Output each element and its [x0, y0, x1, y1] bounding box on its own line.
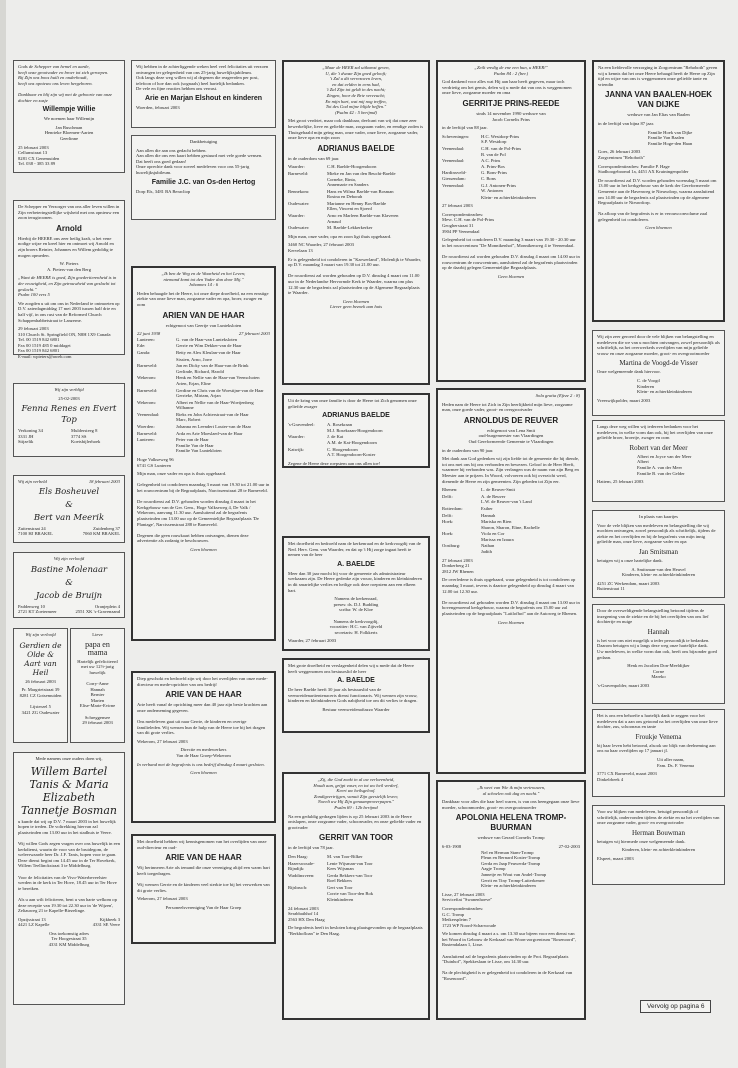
family-place: Barneveld: — [137, 387, 158, 393]
ad-text: Gods de Schepper van hemel en aarde, heeft onze grootvader en broer tot zich geroepen. Bij Zijn ons boos huilt en onderhoudt, heeft ons opnieuw ons leven hergeboren. Dankbaar en blij zijn wij met de geboorte van onze dochter en zusje — [18, 64, 113, 103]
ad-body: Diep geschokt en bedroefd zijn wij door het overlijden van onze mede-directeur en mede-oprichter van ons bedrijf — [137, 676, 268, 687]
obituary-gerritje-prins-reede — [436, 60, 586, 382]
address-right: Zuidenberg 37 7060 KM BRAKEL — [82, 525, 120, 537]
ad-body: We komen dinsdag 4 maart a.s. om 13.30 uur bijeen voor een dienst van het Woord in Gebouw de Kerkzaal van Woon-zorgcentrum "Rosenoord", Rustendalaan 1, Lisse. Aansluitend zal de begrafenis plaatsvinden op de Prot. Begraafplaats "Duinhof", Spekkeslaan te Lisse, om 14.30 uur. Na de plechtigheid is er gelegenheid tot condoleren in de Kerkzaal van "Rosenoord". — [442, 931, 577, 982]
ad-body: Na een geduldig gedragen lijden is op 25 februari 2003 in de Heere ontslapen, onze zorgzame vader, schoonvader, en onze geliefde vader en grootvader — [288, 813, 422, 830]
ad-footer: Vreeswijkpolder, maart 2003 — [597, 397, 651, 403]
family-member: Marianne en Henny Bos-Baelde Ellen, Vincent en Sjoerd — [327, 200, 387, 212]
family-place: Veenendaal: — [137, 411, 160, 417]
signature: Namens de kerkenraad, preses: ds. D.J. Budding scriba: W. de Kloe Namens de kerkvoogdij, voorzitter: H.C. van Zijtveld secretaris: H. Folkkerts — [329, 596, 383, 635]
family-member: Nathan Jadith — [481, 543, 495, 555]
family-member: A.C. Prins A. Prins-Bos — [481, 158, 505, 169]
family-member: G. Bons-Prins C. Bons — [481, 170, 508, 181]
family-list — [442, 134, 580, 202]
ad-subtitle: Onze welgemeende dank hiervoor. — [597, 369, 661, 375]
ad-body: God dankend voor alles wat Hij aan haar heeft gegeven, maar toch verdrietig om het gemis, delen wij u mede dat van ons is weggenomen onze lieve, zorgzame moeder en oma — [442, 79, 572, 96]
ad-footer: Geen bloemen Liever geen bezoek aan huis — [329, 298, 383, 310]
family-member: Lenie Wijsman-van Toor Kees Wijsman — [327, 860, 373, 872]
ad-footer: Zegene de Heere deze roepstem aan ons allen toe! — [288, 460, 381, 466]
ad-date: 25-02-2003 — [58, 395, 80, 401]
obituary-apolonia-tromp-buurman — [436, 780, 586, 1020]
family-names: A. Smitsman-van den Heuvel Kinderen, klein- en achterkleinkinderen — [621, 566, 696, 578]
ad-footer: Geen bloemen — [190, 770, 217, 776]
bible-quote: „Zeilt vredig de ene een hun, u HEER!" Psalm 84 : 2 (ber.) — [474, 65, 548, 76]
family-list — [137, 337, 270, 455]
family-member: A. Rosekraan M.J. Rosekraan-Hoogendoorn — [327, 422, 383, 433]
family-place: Wekerom: — [137, 375, 157, 381]
partner-name: Jacob de Bruijn — [35, 590, 103, 601]
thanks-hannah — [592, 604, 725, 704]
ad-body: Met droefheid en bedroefd nam de kerkenraad en de kerkvoogdij van de Ned. Herv. Gem. van Waarder, en dat op 't Hij zorge ingaat heeft te nemen van de heer — [288, 541, 421, 558]
address: Hoge Valkseweg 96 6741 GS Lunteren — [137, 457, 174, 468]
continued-on-page-link[interactable]: Vervolg op pagina 6 — [640, 1000, 711, 1013]
family-place: Waarder: — [288, 213, 305, 219]
family-names: Uit aller naam, Fam. Ds. F. Venema — [657, 756, 695, 768]
bible-quote: „Want de HEERE is goed, Zijn goedertierenheid is in der eeuwigheid, en Zijn getrouwheid van geslacht tot geslacht." Psalm 100 vers 5 — [18, 275, 117, 298]
partner-name: Bert van Meerik — [33, 512, 105, 523]
family-place: Veenendaal: — [442, 145, 465, 151]
deceased-name: ARIEN VAN DE HAAR — [162, 310, 245, 320]
ad-footer: 3771 CX Barneveld, maart 2003 Dinkelrbeek 4 — [597, 771, 657, 782]
place-date: Wekerom, 27 februari 2003 — [137, 738, 188, 744]
family-place: Ede: — [137, 343, 146, 349]
deceased-name: A. BAELDE — [337, 677, 375, 685]
family-member: Gerda Bekkers-van Toor Roel Bekkers — [327, 872, 373, 884]
ad-body: Mijn man, onze vader en opa is thuis opgebaard. Gelegenheid tot condoleren maandag 3 maart van 19.30 tot 21.00 uur in het rouwcentrum bij de Begraafplaats, Narcissenstraat 28 te Barneveld. De rouwdienst zal D.V. gehouden worden dinsdag 4 maart in het Kerkgebouw van de Ger. Gem., Hoge Valkseweg 4, De Valk / Wekerom, aanvang 11.30 uur. Aansluitend zal de begrafenis plaatsvinden om 13.00 uur op de Gemeentelijke Begraafplaats 'De Plantage', Narcissenstraat 288 te Barneveld. Degenen die geen rouwkaart hebben ontvangen, dienen deze advertentie als zodanig te beschouwen. — [137, 471, 270, 544]
family-member: Henk en Nellie van de Haar-van Veenschoten Arien, Erjan, Eline — [176, 375, 260, 386]
ad-body: Door de overweldigende belangstelling betoond tijdens de inzegening van de ziekte en de bij het overlijden van ons lief dochtertje en nuige — [597, 608, 709, 625]
family-names: Albert en Joyce van der Meer Albert Familie A. van der Meer Familie B. van der Gelder — [637, 453, 692, 476]
family-place — [137, 357, 173, 363]
family-place — [442, 850, 478, 889]
family-place: Hazerswoude-Rijndijk: — [288, 860, 315, 872]
ad-body: Dankbaar voor alles die haar heel waren, is van ons heengegaan onze lieve moeder, schoonmoeder, groot- en overgrootmoeder — [442, 799, 580, 810]
family-member: Mieke en Jan van den Beucht-Baelde Corneke, Rinta, Annemarie en Sanders — [327, 170, 396, 188]
ad-footer: Dorp Els, 3481 BA Beracliop — [136, 188, 191, 194]
family-place: Barneveld: — [137, 430, 158, 436]
address: Goes, 26 februari 2003 Zorgcentrum "Rehoboth" — [598, 149, 645, 160]
family-list — [442, 850, 580, 890]
family-member: Esther — [481, 505, 493, 511]
family-place: Lunteren: — [137, 336, 155, 342]
ad-footer: 's-Gravenpolder, maart 2003 — [597, 682, 650, 688]
address: 3460 NC Waarder, 27 februari 2003 Kervelaan 13 — [288, 242, 354, 254]
church-obituary-baelde — [282, 536, 430, 651]
ad-date: 18 februari 2003 — [88, 479, 120, 484]
family-place: Rotterdam: — [442, 505, 463, 511]
family-member: Klein- en achterkleinkinderen — [481, 194, 536, 200]
family-place: Waddinxveen: — [288, 872, 315, 878]
association-obituary-van-de-haar — [131, 834, 276, 944]
ad-body: Met dank aan God gedenken wij zijn liefde tot de gemeente die hij diende, tot ons met ons bij ons verbonden en bewezen. Geloof in de Heer Heeft, waarmee hij verbonden was. Zijn verlangen was de naam van zijn Berg en Meester aan te prijzen. In Woord, volvoeren ook bij overzicht werd, dienende de Heere en zijn gemeenten. Zijn gebeden tot Zijn eer. — [442, 456, 580, 484]
birth-date: 6-03-1908 — [442, 843, 462, 849]
ad-body: Het is ons een behoefte u hartelijk dank te zeggen voor het medeleven dat u aan ons getoond na het overlijden van onze lieve dochter, zus, schoonzus en tante — [597, 713, 718, 730]
ad-footer: Bestuur veenweidenaftazzo Waarder — [322, 706, 390, 712]
thanks-bouwman — [592, 805, 725, 885]
obituary-janna-van-baalen — [592, 60, 725, 322]
birth-announcement-willempje — [13, 60, 125, 173]
ad-footer: 25 februari 2003 Cellumstraat 13 8281 CX Genemuiden Tel. 038 - 385 33 89 — [18, 144, 60, 167]
ad-subtitle: echtgenoot van Lena Smit oud-burgemeester van Vlaardingen Oud Gereformeerde Gemeente te Vlaardingen — [468, 427, 554, 444]
ad-date: 26 februari 2003 — [25, 678, 56, 684]
family-place: Delft: — [442, 512, 453, 518]
ad-body: De overledene is thuis opgebaard, waar gelegenheid is tot condoleren op maandag 3 maart, tevens is daartoe gelegenheid op dinsdag 4 maart van 12.00 tot 12.30 uur. De rouwdienst zal gehouden worden D.V. dinsdag 4 maart om 13.00 uur in bovengenoemd kerkgebouw, waarna de begrafenis om 15.00 uur zal plaatsvinden op de begraafplaats "Laitlofhof" aan de Autoweg te Rhenen. — [442, 577, 580, 616]
family-place: Oudewater: — [288, 225, 310, 231]
ad-footer: Woerden, februari 2003 — [136, 104, 180, 110]
deceased-name: Robert van der Meer — [629, 443, 688, 452]
address: 27 februari 2003 Donkerberg 21 2812 JW Rhenen — [442, 557, 474, 574]
place-date: Wekerom, 27 februari 2003 — [137, 896, 188, 902]
thanks-de-voogd — [592, 330, 725, 416]
family-place: Woerden: — [137, 424, 155, 430]
ad-intro: Mede namens onze ouders doen wij, — [35, 756, 103, 761]
engagement-fenna-evert — [13, 383, 125, 457]
ad-footer: Geen bloemen — [497, 273, 525, 279]
family-member: M. Baelde-Lekkerkerker — [327, 225, 373, 231]
obituary-gerrit-van-toor — [282, 772, 430, 1020]
family-member: Albert en Nellie van de Haar-Woeijenberg Wilhanne — [176, 399, 254, 411]
ad-subtitle: betuigen wij hiermede onze welgemeende dank. — [597, 838, 686, 844]
board-obituary-baelde — [282, 658, 430, 733]
bible-quote: „Ik ben de Weg en de Waarheid en het Leven; niemand komt tot den Vader dan door Mij." Johannes 14 : 6 — [161, 271, 246, 288]
family-member: Arno en Marleen Baelde-van Klaveren Arnaud — [327, 213, 399, 224]
family-member: Arda en Arie Moeslaed-van de Haar — [176, 430, 243, 436]
family-place: Oudewater: — [288, 200, 310, 206]
ad-body: Arie heeft vanaf de oprichting meer dan 40 jaar zijn beste krachten aan onze onderneming gegeven. Ons medeleven gaat uit naar Gerrie, de kinderen en overige familieleden. Wij wensen hun de hulp van de Heere toe bij het dragen van dit grote verlies. — [137, 702, 268, 736]
family-name: Familie J.C. van Os-den Hertog — [151, 178, 256, 186]
family-name: Arie en Marjan Elshout en kinderen — [144, 94, 263, 102]
family-member: H.C. Westdorp-Prins S.P. Westdorp — [481, 133, 520, 145]
ad-intro: Wij zijn verloofd — [25, 632, 56, 637]
family-member: Hans en Wilma Baelde-van Bosman Rosina en Deborah — [327, 188, 394, 200]
address-left: Opzijsstraat 13 4421 LZ Kapelle — [18, 916, 50, 928]
ad-intro: Heden behaagde het de Heere, tot onze diepe droefheid, na een ernstige ziekte van onze lieve man, zorgzame vader en opa, broer, zwager en oom — [137, 290, 269, 307]
partner-name: Bastine Molenaar — [30, 564, 108, 575]
ad-intro: Lieve — [92, 632, 103, 637]
thanks-van-der-meer — [592, 420, 725, 502]
ad-subtitle: in de leeftijd van 88 jaar. — [442, 125, 488, 131]
ampersand: & — [65, 499, 73, 510]
couple-names: Fenna Renes en Evert Top — [21, 404, 117, 426]
family-place: Ganda: — [137, 349, 151, 355]
thanks-van-os — [131, 135, 276, 220]
ad-intro: Wij zijn verbeld — [18, 479, 47, 484]
ad-body: Wij herinneren Arie als iemand die onze vereniging altijd een warm hart heeft toegedragen. Wij wensen Gerrie en de kinderen veel sterkte toe bij het verwerken van dit grote verlies. — [137, 865, 270, 893]
deceased-name: ARIE VAN DE HAAR — [165, 690, 242, 700]
child-name: Arnold — [56, 223, 82, 233]
deceased-name: JANNA VAN BAALEN-HOEK VAN DIJKE — [604, 90, 713, 110]
deceased-name: GERRIT VAN TOOR — [319, 833, 393, 843]
ad-subtitle: weduwe van Gerard Cornelis Tromp — [477, 835, 545, 841]
addresses: Pr. Margrietstraat 39 8281 CZ Gotsemuiden Lijsterzel 5 3421 ZG Oudewater — [19, 687, 62, 715]
bible-quote: „Ik weet van Wie ik mijn vertrouwen, al schoelen ook dag en nacht." — [476, 785, 546, 796]
ad-body: u kunde dat wij op D.V. 7 maart 2003 in het huwelijk hopen te treden. De voltrekking hiervan zal plaatsvinden om 13.00 uur in het stadhuis te Veere. Wij willen Gods zegen vragen over ons huwelijk in een kerkdienst, waarin de voor van de bruidegom, de weleerwaarde heer Dr. J.F. Tanis, hopen voor te gaan. Deze dienst begint om 14.45 uur in de Ter Hovekerk, Willem Teellinckstraat 3 te Middelburg. Voor de felicitaties van de Vivo-Waterbeveelster werden in de kerk in Ter Hove, 18.45 uur in Ter Hove te bereiken. Als u aan wilt feliciteren, bent u van harte welkom op deze receptie van 19.30 tot 22.30 uur in 'de Wijzen', Zeltauweg 21 te Kapelle-Biezelinge. — [18, 818, 120, 914]
couple-names: Willem Bartel Tanis & Maria Elizabeth Tannetje Bosman — [21, 764, 117, 817]
ad-title: In plaats van kaartjes — [639, 514, 678, 519]
family-place: Oostburg: — [442, 543, 461, 549]
family-member: Kleinkinderen — [327, 897, 354, 903]
family-place: Rhenen: — [442, 487, 458, 493]
ampersand: & — [65, 577, 73, 588]
ad-body: is het voor ons niet mogelijk u ieder persoonlijk te bedanken. Daarom betuigen wij u langs deze weg onze hartelijke dank. Uw medeleven, in welke vorm dan ook, heeft ons bijzonder goed gedaan. — [597, 637, 717, 660]
engagement-bastine-jacob — [13, 552, 125, 618]
family-member: C. Hoogendoorn A.T. Hoogendoorn-Koster — [327, 446, 376, 458]
ad-body: Uit de kring van onze familie is door de Heere tot Zich genomen onze geliefde zwager — [288, 398, 417, 409]
ad-body: De rouwdienst zal D.V. worden gehouden woensdag 5 maart om 13.00 uur in het kerkgebouw van de kerk der Gereformeerde Gemeente aan de Havenweg te Nieuwdorp, waarna aansluitend om 14.00 uur de begrafenis zal plaatsvinden op de algemene Begraafplaats te Nieuwdorp. Na afloop van de begrafenis is er in verouwconvolume zaal gelegenheid tot condoleren. — [598, 177, 717, 222]
ad-subtitle: weduwe van Jan Elias van Baalen — [627, 112, 690, 118]
family-obituary-baelde — [282, 393, 430, 468]
ad-subtitle: We noemen haar Willemijn — [43, 116, 95, 122]
obituary-arien-van-de-haar — [131, 266, 276, 641]
thanks-elshout — [131, 60, 276, 128]
ad-body: De heer Baelde heeft 30 jaar als bestuurslid van de veenweidenartientenacerts dienst functionaris. Wij wensen zijn vrouw, kinderen en kleinkinderen Gods nabijheid toe om dit verlies te dragen. — [288, 687, 418, 704]
obituary-adrianus-baelde — [282, 60, 430, 385]
family-list — [442, 487, 580, 556]
signature: Personeelsvereniging Van de Haar Groep — [165, 904, 242, 910]
ad-subtitle: in de leeftijd van bijna 87 jaar. — [598, 120, 654, 126]
family-place: Den Haag: — [288, 853, 308, 859]
ad-subtitle: in de ouderdom van 69 jaar. — [288, 155, 340, 161]
correspondence-address: Correspondentieadres: G.C. Tromp Meikerspleim 7 1723 WP Noord-Scharwoude — [442, 905, 497, 928]
company-obituary-van-de-haar — [131, 671, 276, 823]
address-right: Oranjeplein 4 2551 XK 's-Gravenzand — [75, 603, 120, 615]
ad-body: Heden nam de Heere tot Zich in Zijn heerlijkheid mijn lieve, zorgzame man, onze goede vader, groot- en overgrootvader — [442, 401, 573, 413]
family-place: Hoek: — [442, 531, 454, 537]
family-place — [442, 195, 478, 201]
family-place — [288, 897, 324, 903]
family-place: Barneveld: — [288, 170, 309, 176]
deceased-name: ARNOLDUS DE REUVER — [463, 415, 559, 425]
family-names: W. Pieters A. Pieters-van den Berg — [46, 261, 92, 272]
ad-intro: Wij zijn verloofd — [53, 556, 85, 561]
family-member: Mariska en Rien Sharon, Sharon, Eline, Rachelle — [481, 519, 540, 530]
family-member: L. de Reuver-Smit — [481, 487, 515, 493]
ad-subtitle: sinds 14 november 1990 weduwe van Jacob Cornelis Prins — [476, 110, 546, 122]
ad-body: Aan allen die aan ons gedacht hebben. Aan allen die ons een kaart hebben gestuurd met vele goede wensen. Dat heeft ons goed gedaan! Onze oprechte dank voor zoveel medeleven voor ons 55-jarig huwelijksjubileum. — [136, 147, 263, 175]
family-place: Bennekom: — [288, 188, 310, 194]
family-member: Viola en Cor Marissa en Izaura — [481, 531, 514, 542]
family-member: Gerrie en Wim Dekker-van de Haar — [176, 343, 242, 349]
address: Lisse, 27 februari 2003 Servicefiat "Swanenhoeve" — [442, 891, 493, 903]
address-left: Zuitenstraat 24 7100 HJ BRAKEL — [18, 525, 53, 537]
address-right: Muldersteeg 8 3774 SS Koetsbijlerhoek — [71, 428, 101, 445]
family-member: G.J. Antonen-Prins W. Antonen — [481, 182, 517, 194]
family-place: Scheveningen: — [442, 133, 470, 139]
deceased-name: ADRIANUS BAELDE — [322, 412, 390, 420]
family-member: J. de Kat A.M. de Kat-Hoogendoorn — [327, 434, 377, 445]
family-place: Hardinxveld-Giessendam: — [442, 170, 467, 181]
family-member: A. de Reuver L.W. de Reuver-van 't Land — [481, 493, 532, 505]
family-names: Kinderen, klein- en achterkleinkinderen — [621, 847, 696, 853]
ad-footer: Elspeet, maart 2003 — [597, 855, 634, 861]
ad-footer: Geen bloemen — [190, 546, 217, 552]
ad-body: Mijn man, onze vader, opa en zoon ligt thuis opgebaard. — [288, 233, 392, 239]
address-right: Kijkbeek 3 4331 SE Veere — [92, 916, 120, 928]
engagement-els-bert — [13, 475, 125, 543]
ad-body: Wij hebben in de achterliggende weken heel veel felicitaties uit verzoen ontvangen ter gelegenheid van ons 25-jarig huwelijksjubileum. Ook langs deze weg willen wij al degenen die reageerden per post, telefoon of hoe dan ook (sognaals) heel hartelijk bedanken. De vele en fijne reacties hebben ons verrast. — [136, 64, 269, 92]
child-name: Willempje Willie — [42, 106, 96, 114]
deceased-name: Froukje Venema — [635, 732, 682, 741]
correspondence-address: Correspondentieadres: Familie P. Hage Stadhoogeboomd 1a, 4451 AX Kruiningenpolder — [598, 163, 689, 175]
deceased-name: ADRIANUS BAELDE — [317, 143, 395, 153]
family-member: Gert van Toor Corrie van Toor-den Bok — [327, 884, 374, 896]
address: Correspondentieadres: Mevr. C.H. van de Pol-Prins Geogherstraat 31 3904 PP Veenendaal — [442, 211, 495, 234]
ad-body: Langs deze weg willen wij iedereen bedanken voor het medeleven, in welke vorm dan ook, bij het overlijden van onze geliefde broer, broertje, zwager en oom — [597, 424, 713, 441]
family-member: Peter van de Haar Familie Van de Haar Familie Van Luntekloten — [176, 437, 222, 454]
family-names: Henk en Jacolien Don-Meeldijker Corne Mareko — [627, 663, 690, 680]
deceased-name: Martina de Voogd-de Visser — [619, 359, 698, 368]
family-list — [288, 422, 424, 459]
deceased-name: APOLONIA HELENA TROMP-BUURMAN — [455, 813, 567, 833]
ad-subtitle: echtgenoot van Geertje van Lunteksloten — [165, 322, 242, 328]
family-member: G. van de Haar-van Lunteksloten — [176, 336, 238, 342]
family-member: M. van Toor-Bilker — [327, 853, 363, 859]
wedding-announcement-tanis-bosman — [13, 752, 125, 1005]
deceased-name: ARIE VAN DE HAAR — [165, 853, 242, 863]
signature: Directie en medewerkers Van de Haar Groep-Wekerom — [176, 747, 231, 758]
deceased-name: Herman Bouwman — [631, 828, 686, 837]
ad-body: bij haar leven hebt betoond, alsook uw blijk van deelneming aan ons na haar overlijden op 17 januari jl. — [597, 742, 716, 754]
ad-subtitle: in de ouderdom van 90 jaar. — [442, 447, 494, 453]
family-member: C.H. van de Pol-Prins B. van de Pol — [481, 145, 522, 157]
family-place: Hoek: — [442, 519, 454, 525]
ad-date: 27 februari 2003 — [442, 203, 473, 209]
family-place: Waarder: — [288, 434, 305, 440]
family-place: Waarder: — [288, 164, 305, 170]
family-place: Delft: — [442, 493, 453, 499]
ad-body: Voor uw blijken van medeleven, betuigd persoonlijk of schriftelijk, ondervonden tijdens de ziekte en na het overlijden van onze zorgzame vader, groot- en overgrootvader — [597, 809, 720, 826]
ad-note: In verband met de begrafenis is ons bedrijf dinsdag 4 maart gesloten. — [137, 761, 265, 767]
address-left: Paddenweg 10 2721 KT Zoetermeer — [18, 603, 57, 615]
deceased-name: Jan Smitsman — [638, 547, 679, 556]
partner-name: Els Bosheuvel — [38, 486, 100, 497]
future-address: Ons toekomstig adres Ter Hoogestraat 35 4331 KM Middelburg — [48, 930, 90, 948]
ad-body: Hierbij de HEERE ons zeer heilig kraft, u het vene nodige wijze en kreel hier en ontmoet wij Arnold en zijn broers Reinier, Johannes en Willem gedoldig te mogen opmeden. — [18, 235, 114, 258]
ad-body: Gelegenheid tot condoleren D.V. maandag 3 maart van 19.30 - 20.30 uur in het rouwcentrum "De Monnikenhof", Monnikenweg 4 te Veenendaal. De rouwdienst zal worden gehouden D.V. dinsdag 4 maart om 14.00 uur in rouwcentrum de rouwcentrum, aansluitend zal de begrafenis plaatsvinden op de daarbij gelegen Gemeentelijke Begraafplaats. — [442, 237, 580, 271]
obituary-arnoldus-de-reuver — [436, 388, 586, 774]
ad-body: We zorgden u uit om ons in Nederland te ontmoeten op D.V. zaterdagmiddag 17 mei 2003 tussen half drie en half vijf, in ons rust van de Reformed Church Schappenhabbetstraat te Lanzerne. — [18, 300, 120, 323]
ad-body: Er is gelegenheid tot condoleren in "Karwerland", Molenlijk te Waarder, op D.V. maandag 3 maart van 19.30 tot 21.00 uur. De rouwdienst zal worden gehouden op D.V. dinsdag 4 maart om 11.00 uur in de Nederlandse Hervormde Kerk te Waarder, waarna om plus 12.30 uur de begrafenis zal plaatsvinden op de Algemene Begraafplaats te Waarder. — [288, 256, 422, 296]
addressee: papa en mama — [85, 639, 110, 657]
family-place: Veenendaal: — [442, 158, 465, 164]
ad-body: Hartelijk gefeliciteerd met uw 12½-jarig huwelijk Corry-Anne Hannah Bernier Marten Elise-Marie-Evirne Schreggensee 29 februari 2003 — [77, 658, 118, 726]
death-date: 27-02-2003 — [558, 843, 580, 849]
bible-quote: „Maar de HEER zal uitkomst geven, U, die 't dwaze Zijn goed gelooft; 't Zal u dit verrezoeen leven, en dat eelden in eens had, 't Zal Zijn tot geldt in des nacht; Zingen, hoor de Brie vereeucht; En mijn hart, wat mij nog treffen, Tot des God mijne blijde heffen." (Psalm 42 : 5 berijmd) — [322, 65, 390, 115]
ad-footer: Hattem, 25 februari 2003 — [597, 479, 644, 485]
ad-footer: De begrafenis heeft in besloten kring plaatsgevonden op de begraafplaats "Berkhofloan" te Den Haag. — [288, 925, 423, 937]
congrats-papa-mama — [70, 628, 125, 743]
thanks-smitsman — [592, 510, 725, 598]
thanks-venema — [592, 709, 725, 797]
family-member: C.H. Baelde-Hoogendoorn — [327, 164, 377, 170]
ad-footer: 29 februari 2003 310 Church St. Springfield ON, N8H 1X9 Canada Tel. 00 1519 842 6801 Fax 00 1519 485 0 middaget Fax 00 1519 842 6801 E-mail: wpieters@aweb.com — [18, 326, 111, 360]
ad-subtitle: betuigen wij u onze hartelijke dank. — [597, 557, 663, 563]
ad-body: Wij zijn zeer geroerd door de vele blijken van belangstelling en medeleven die we van u mochten ontvangen, zowel persoonlijk als schriftelijk, na het overwerkeds overlijden van mijn geliefde vrouw en onze zorgzame moeder, groot- en overgrootmoeder — [597, 334, 720, 356]
ad-body: Met grote droefheid en verslagenheid delen wij u mede dat de Heere heeft weggenomen ons bestuurslid de heer — [288, 663, 414, 674]
family-member: Nel en Herman Stam-Tromp Pleun en Bernard Koster-Tromp Gerda en Jaap Feuwerda-Tromp Aagje Tromp Jannetje en Wout van Andel-Tromp Gerrit en Tiny Tromp-Luiterkenrer Klein- en achterkleinkinderen — [481, 849, 547, 889]
ad-footer: Geen bloemen — [645, 225, 672, 231]
death-date: 27 februari 2003 — [238, 331, 270, 337]
ad-title: Dankbetuiging — [189, 139, 218, 144]
deceased-name: GERRITJE PRINS-REEDE — [462, 98, 560, 108]
family-names: Jan Buschman Henrieke Bloemen-Aarten Geerlinne — [44, 124, 94, 141]
ad-body: Met droefheid hebben wij kennisgenomen van het overlijden van onze oud-directeur en oud- — [137, 839, 267, 850]
family-member: Hannah — [481, 512, 496, 518]
family-member: Jan en Dicky van de Haar-van de Brink Gerlinde, Richard, Harold — [176, 363, 249, 374]
family-place: 's-Gravendeel: — [288, 422, 315, 428]
birth-date: 22 juni 1938 — [137, 331, 161, 337]
family-list — [288, 164, 424, 232]
address-left: Verkoning 34 3331 JH Stijzelik — [18, 428, 43, 445]
ad-subtitle: in de leeftijd van 78 jaar. — [288, 845, 334, 851]
family-place: Wekerom: — [137, 399, 157, 405]
deceased-name: A. BAELDE — [337, 560, 375, 568]
bible-quote: „Zij, die God zoekt in al uw verlorenheid, Houdt aan, grijpt vaser, en tot uw heil verderf, Keert uw heilsgeloof. Zondigvertrijgen, vanuit Zijn geestelijk leven; Noeelt uw Hij Zijn genaamproverpapen." Psalm 69 : 12b berijmd — [313, 777, 399, 810]
family-place: Lunteren: — [137, 437, 155, 443]
family-member: Rieks en John Achterstraat-van de Haar Marc, Robert — [176, 411, 249, 423]
family-member: Gerdine en Chris van de Woestijne-van de Haar Gerrieke, Miriam, Arjan — [176, 387, 264, 399]
deceased-name: Hannah — [647, 627, 670, 636]
family-member: Betty en Alex Kleulan-van de Haar — [176, 349, 241, 355]
address: 24 februari 2003 Serabbathhof 14 2563 HX Den Haag — [288, 905, 325, 922]
ad-intro: Wij zijn verblijd — [54, 387, 84, 392]
ad-body: Met groot verdriet, maar ook dankbaar, deelcant van wij dat onze zeer bewerkelijke, lieve en geliefde man, zorgzaam vader, en eendige zoden is Thuisgehaald mijn geïng man, onze vader, onze lieve, zorgzame vader, onze lieve opa en mijn zoon — [288, 118, 424, 141]
engagement-gerdien-aart — [13, 628, 68, 743]
family-place: Barneveld: — [137, 363, 158, 369]
ad-body: Voor de vele blijken van medeleven en belangstelling die wij mochten ontvangen, zowel persoonlijk als schriftelijk, tijdens de ziekte en het overlijden en bij de begrafenis van mijn innig geliefde man, onze lieve, zorgzame vader en opa — [597, 522, 716, 545]
couple-names: Gerdien de Olde & Aart van Heil — [19, 640, 62, 677]
page-edge — [0, 0, 6, 1068]
family-place: Katwijk: — [288, 446, 305, 452]
birth-announcement-arnold — [13, 200, 125, 360]
family-names: C. de Voogd Kinderen Klein- en achterkleinkinderen — [637, 377, 692, 395]
family-member: Johanna en Leendert Louter-van de Haar — [176, 424, 252, 430]
family-place: Veenendaal: — [442, 182, 465, 188]
ad-text: De Schepper en Verzorger van ons aller leven willen in Zijn verbeteringstellijke wijsheid met ons opnieuw een zoon terugtroonen. — [18, 204, 120, 221]
ad-footer: 4251 ZC Werkendam, maart 2003 Buitenstraat 11 — [597, 580, 660, 592]
family-list — [288, 854, 424, 904]
ad-body: Na een liefdevolle verzorging in Zorgcentrum "Rehoboth" geven wij u kennis dat het onze Heere behaagd heeft de Heere op Zijn tijd en wijze van ons is weggenomen onze geliefde tante en vriendin — [598, 65, 718, 87]
ad-footer: Waarder, 27 februari 2003 — [288, 638, 337, 644]
family-names: Familie Hoek van Dijke Familie Van Baalen Familie Hoge-den Haan — [648, 129, 693, 146]
bible-quote: Sola gratia (Efeze 2 : 8) — [535, 393, 580, 398]
family-place: Rijsbruch: — [288, 884, 308, 890]
ad-footer: Geen bloemen — [497, 619, 525, 625]
ad-body: Meer dan 30 jaar mocht hij voor de gemeente als administrateur werkzaam zijn. De Heere gedenke zijn vrouw, kinderen en kleinkinderen in dit smartelijke verlies en heilige ook deze roepstem aan een elkeen hart. — [288, 570, 423, 593]
family-member: Sissien, Arno, Jorre — [176, 356, 212, 362]
